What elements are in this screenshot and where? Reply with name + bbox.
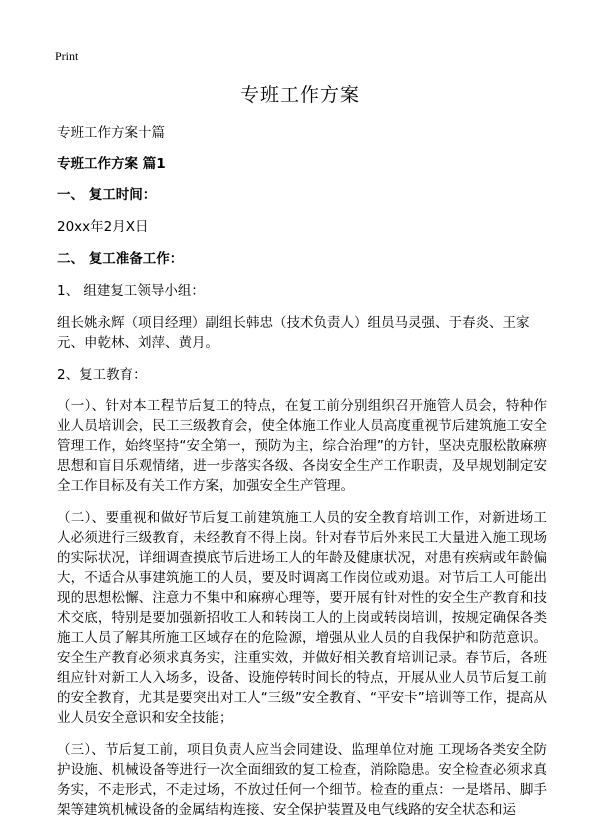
section-title: 专班工作方案 篇1	[57, 156, 166, 172]
item-2-label: 2、复工教育：	[57, 367, 147, 383]
resume-date: 20xx年2月X日	[57, 219, 149, 235]
document-title: 专班工作方案	[239, 84, 360, 106]
paragraph-3: （三）、节后复工前，项目负责人应当会同建设、监理单位对施 工现场各类安全防护设施、机械设备等进行一次全面细致的复工检查，消除隐患。安全检查必须求真务实，不走形式，不走过场，不放过任何一个细节。检查的重点：一是塔吊、脚手架等建筑机械设备的金属结构连接、安全保护装置及电气线路的安全状态和运	[57, 742, 547, 818]
heading-preparation: 二、 复工准备工作：	[57, 251, 184, 267]
heading-resume-time: 一、 复工时间：	[57, 187, 157, 203]
paragraph-1: （一）、针对本工程节后复工的特点，在复工前分别组织召开施管人员会，特种作业人员培训会，民工三级教育会，使全体施工作业人员高度重视节后建筑施工安全管理工作，始终坚持“安全第一，预防为主，综合治理”的方针，坚决克服松散麻痹思想和盲目乐观情绪，进一步落实各级、各岗安全生产工作职责，及早规划制定安全工作目标及有关工作方案，加强安全生产管理。	[57, 398, 547, 494]
document-subtitle: 专班工作方案十篇	[57, 125, 165, 141]
item-1-label: 1、 组建复工领导小组：	[57, 283, 205, 299]
item-1-body: 组长姚永辉（项目经理）副组长韩忠（技术负责人）组员马灵强、于春炎、王家元、申乾林、刘萍、黄月。	[57, 315, 530, 351]
paragraph-2: （二）、要重视和做好节后复工前建筑施工人员的安全教育培训工作，对新进场工人必须进行三级教育，未经教育不得上岗。针对春节后外来民工大量进入施工现场的实际状况，详细调查摸底节后进场工人的年龄及健康状况，对患有疾病或年龄偏大，不适合从事建筑施工的人员，要及时调离工作岗位或劝退。对节后工人可能出现的思想松懈、注意力不集中和麻痹心理等，要开展有针对性的安全生产教育和技术交底，特别是要加强新招收工人和转岗工人的上岗或转岗培训，按规定确保各类施工人员了解其所施工区域存在的危险源，增强从业人员的自我保护和防范意识。安全生产教育必须求真务实，注重实效，并做好相关教育培训记录。春节后，各班组应针对新工人入场多，设备、设施停转时间长的特点，开展从业人员节后复工前的安全教育，尤其是要突出对工人“三级”安全教育、“平安卡”培训等工作，提高从业人员安全意识和安全技能；	[57, 510, 547, 726]
document-body	[57, 117, 547, 820]
print-link[interactable]: Print	[55, 49, 79, 63]
